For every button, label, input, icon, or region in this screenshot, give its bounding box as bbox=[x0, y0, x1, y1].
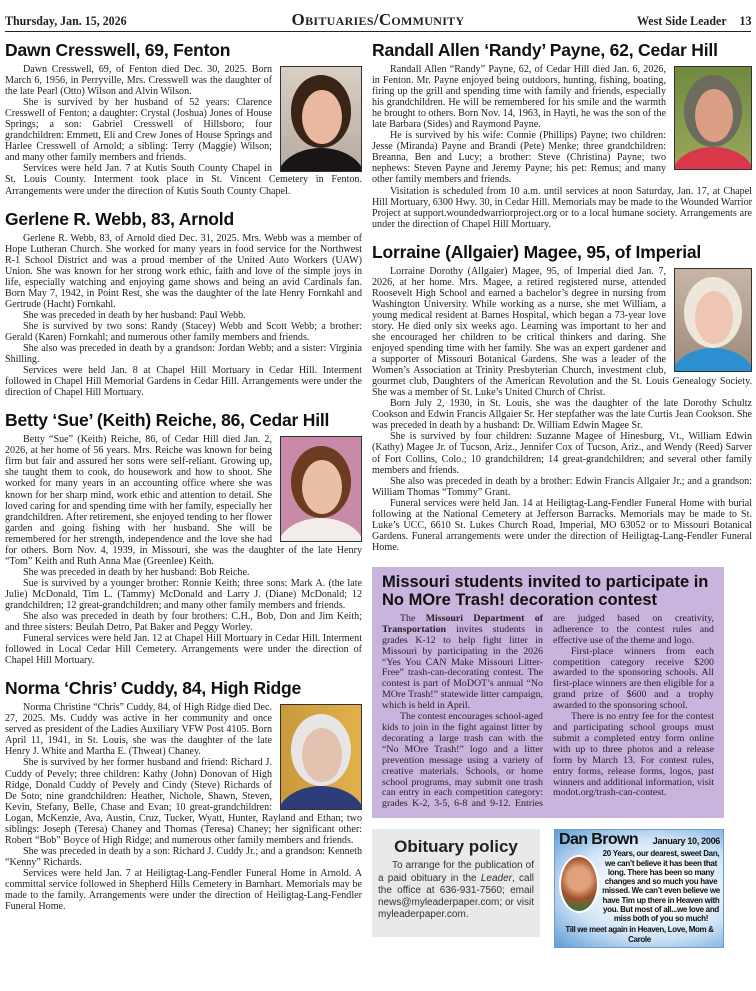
face-shape bbox=[695, 291, 733, 344]
memorial-body bbox=[559, 849, 720, 923]
obituary-paragraph: She is survived by two sons: Randy (Stacey) Webb and Scott Webb; a brother: Gerald (Karen) Fornkahl; and numerous other family members and friends. bbox=[5, 320, 362, 343]
shoulders-shape bbox=[280, 518, 362, 542]
contest-article bbox=[372, 567, 724, 818]
obituary-gerlene-webb bbox=[5, 209, 362, 399]
obituary-headline: Norma ‘Chris’ Cuddy, 84, High Ridge bbox=[5, 678, 302, 699]
obituary-paragraph: She is survived by her husband of 52 years: Clarence Cresswell of Fenton; a daughter: Crystal (Joshua) Jones of House Springs; a son: Gabriel Cresswell of Hillsboro; four grandchildren: Emmett, Eli and Crew Jones of House Springs and Harlee Cresswell of Arnold; a sibling: Terry (Maggie) Wilson; and many other family members and friends. bbox=[5, 97, 272, 164]
obituary-photo bbox=[674, 268, 752, 372]
face-shape bbox=[302, 90, 342, 144]
lead-text: invites students in grades K-12 to help fight litter in Missouri by participating in the 2026 “Yes You CAN Make Missouri Litter-Free” trash-can-decorating contest. The contest is part of MoDOT’s annual “No MOre Trash!” statewide litter campaign, which is held in April. bbox=[382, 623, 543, 712]
obituary-paragraph: She is survived by four children: Suzanne Magee of Hinesburg, Vt., William Edwin (Kathy) Magee Jr. of Tucson, Ariz., Jennifer Cox of Tucson, Ariz., and Wendy (Reed) Sarver of Fort Collins, Colo.; 10 grandchildren; 14 great-grandchildren; and several other family members and friends. bbox=[372, 431, 752, 476]
obituary-norma-cuddy bbox=[5, 678, 362, 912]
obituary-randy-payne bbox=[372, 40, 752, 230]
right-column bbox=[372, 40, 752, 948]
obituary-paragraph: Betty “Sue” (Keith) Reiche, 86, of Cedar Hill died Jan. 2, 2026, at her home of 56 years. Mrs. Reiche was known for being firm but fair and assured her sons were self-reliant. Growing up, she taught them to cook, do housework and how to shoot. She worked for many years in an accounting office where she was known for her sharp mind, work ethic and attention to detail. She loved caring for and spending time with her family, especially her grandchildren. After retirement, she enjoyed tending to her flower garden and going fishing with her husband. She will be remembered for her strength, independence and the love she had for others. Born Nov. 4, 1939, in Missouri, she was the daughter of the late Henry “Tom” Keith and Ruth Anna Mae (Greenlee) Keith. bbox=[5, 434, 362, 567]
memorial-message: 20 Years, our dearest, sweet Dan, we can’t believe it has been that long. There has been so many changes and so much you have missed. We can’t even believe we have Tim up there in Heaven with you. But most of all...we love and miss both of you so much! bbox=[602, 849, 720, 924]
face-shape bbox=[695, 89, 733, 142]
shoulders-shape bbox=[280, 148, 362, 172]
contest-paragraph: There is no entry fee for the contest and participating school groups must submit a completed entry form online with up to three photos and a release form by March 13. For contest rules, entry forms, release forms, logos, past winners and additional information, visit modot.org/trash-can-contest. bbox=[553, 711, 714, 799]
contest-paragraph bbox=[382, 614, 543, 712]
leader-name: Leader bbox=[480, 872, 512, 884]
obituary-policy-box bbox=[372, 829, 540, 937]
obituary-paragraph: She is survived by her former husband and friend: Richard J. Cuddy of Pevely; three children: Kathy (John) Donovan of High Ridge, Donald Cuddy of Pevely and Cindy (Steve) Richards of De Soto; nine grandchildren: Heather, Nichole, Shawn, Steven, Kevin, Stefany, Belle, Chase and Evan; 10 great-grandchildren: Logan, McKenzie, Ava, Austin, Cruz, Tucker, Wyatt, Hunter, Rayland and Ethan; two siblings: Joseph (Teresa) Chaney and Thomas (Teresa) Chaney; her significant other: Robert “Bob” Boyce of High Ridge; and numerous other family members and friends. bbox=[5, 757, 362, 846]
memorial-signature: Till we meet again in Heaven, Love, Mom & Carole bbox=[565, 924, 714, 944]
obituary-paragraph: She was preceded in death by a son: Richard J. Cuddy Jr.; and a grandson: Kenneth “Kenny” Richards. bbox=[5, 845, 362, 868]
obituary-paragraph: Born July 2, 1930, in St. Louis, she was the daughter of the late Dorothy Schultz Cookson and Edwin Francis Allgaier Sr. Her stepfather was the late Curtis Jean Cookson. She was preceded in death by a husband: Dr. William Edwin Magee Sr. bbox=[372, 398, 752, 432]
obituary-lorraine-magee bbox=[372, 242, 752, 553]
obituary-betty-reiche bbox=[5, 410, 362, 666]
modot-name: Missouri Department of Transportation bbox=[382, 612, 543, 635]
obituary-headline: Gerlene R. Webb, 83, Arnold bbox=[5, 208, 234, 229]
obituary-paragraph: Services were held Jan. 7 at Heiligtag-Lang-Fendler Funeral Home in Arnold. A committal service followed in Shepherd Hills Cemetery in Barnhart. Memorials may be made to the family. Arrangements were under the direction of Heiligtag-Lang-Fendler Funeral Home. bbox=[5, 867, 362, 913]
memorial-photo bbox=[559, 855, 599, 913]
left-column bbox=[5, 40, 362, 924]
obituary-headline: Randall Allen ‘Randy’ Payne, 62, Cedar Hill bbox=[372, 40, 718, 60]
contest-paragraph: The contest encourages school-aged kids to join in the fight against litter by decorating a large trash can with the “No MOre Trash!” logo and a litter prevention message using a variety of creative materials. Schools, or home school programs, may submit one trash can entry in each competition category: grades K-2, 3-5, 6-8 and 9-12. Entries are judged based on creativity, adherence to the contest rules and effective use of the theme and logo. bbox=[382, 612, 714, 810]
obituary-paragraph: Funeral services were held Jan. 14 at Heiligtag-Lang-Fendler Funeral Home with burial following at the National Cemetery at Jefferson Barracks. Memorials may be made to St. Luke’s UCC, 6610 St. Lukes Church Road, Imperial, MO 63052 or to Missouri Botanical Gardens. Funeral arrangements were under the direction of Heiligtag-Lang-Fendler Funeral Home. bbox=[372, 497, 752, 553]
page-number: 13 bbox=[739, 13, 751, 28]
memorial-name: Dan Brown bbox=[559, 831, 639, 849]
memorial-ad bbox=[554, 829, 724, 947]
obituary-paragraph: Lorraine Dorothy (Allgaier) Magee, 95, of Imperial died Jan. 7, 2026, at her home. Mrs. Magee, a retired registered nurse, attended Roosevelt High School and earned a bachelor’s degree in nursing from Washington University. While working as a nurse, she met William, a young medical resident at Barnes Hospital, which began a 73-year love story. He died only six weeks ago. Learning was important to her and she encouraged her children to be critical thinkers and daring. She enjoyed spending time with her family. She was an expert gardener and a supporter of Missouri Botanical Gardens. She was a leader of the Women’s Association at Trinity Presbyterian Church, investment club, gourmet club, Daughters of the American Revolution and the St. Louis Genealogy Society. She was a member of St. Luke’s United Church of Christ. bbox=[372, 265, 752, 399]
obituary-paragraph: She also was preceded in death by a brother: Edwin Francis Allgaier Jr.; and a grandson: William Thomas “Tommy” Grant. bbox=[372, 475, 752, 498]
obituary-paragraph: She also was preceded in death by four brothers: C.H., Bob, Don and Jim Keith; and three sisters: Beulah Detro, Pat Baker and Peggy Worley. bbox=[5, 611, 362, 634]
obituary-paragraph: Services were held Jan. 8 at Chapel Hill Mortuary in Cedar Hill. Interment followed in Chapel Hill Memorial Gardens in Cedar Hill. Arrangements were under the direction of Chapel Hill Mortuary. bbox=[5, 365, 362, 399]
obituary-paragraph: Services were held Jan. 7 at Kutis South County Chapel in St. Louis County. Interment took place in St. Vincent Cemetery in Fenton. Arrangements were under the direction of Kutis South County Chapel. bbox=[5, 163, 362, 197]
memorial-header bbox=[559, 831, 720, 849]
shoulders-shape bbox=[674, 147, 752, 170]
issue-date: Thursday, Jan. 15, 2026 bbox=[5, 13, 127, 28]
obituary-headline: Dawn Cresswell, 69, Fenton bbox=[5, 40, 231, 60]
face-shape bbox=[302, 460, 342, 514]
paper-title: West Side Leader bbox=[636, 13, 727, 28]
obituary-paragraph: Gerlene R. Webb, 83, of Arnold died Dec. 31, 2025. Mrs. Webb was a member of Hope Lutheran Church. She worked for many years in food service for the Northwest R-1 School District and was a proud member of the United Auto Workers (UAW) Union. She was known for her strong work ethic, faith and love of the simple joys in life, especially watching and enjoying game shows and being an avid Cardinals fan. Born May 7, 1942, in Point Rest, she was the daughter of the late Henry Fornkahl and Gertrude (Hacht) Fornkahl. bbox=[5, 232, 362, 310]
memorial-date: January 10, 2006 bbox=[652, 836, 720, 847]
obituary-paragraph: She was preceded in death by her husband: Paul Webb. bbox=[23, 309, 246, 321]
paper-name bbox=[636, 13, 751, 29]
shoulders-shape bbox=[280, 786, 362, 810]
bottom-row bbox=[372, 829, 752, 947]
obituary-paragraph: Visitation is scheduled from 10 a.m. until services at noon Saturday, Jan. 17, at Chapel Hill Mortuary, 6300 Hwy. 30, in Cedar Hill. Memorials may be made to the Wounded Warrior Project at support.woundedwarriorproject.org or to a local humane society. Arrangements are under the direction of Chapel Hill Mortuary. bbox=[372, 185, 752, 230]
contest-paragraph: First-place winners from each competition category receive $200 awarded to the sponsoring schools. All first-place winners are then eligible for a grand prize of $600 and a trophy awarded to the sponsoring school. bbox=[553, 645, 714, 712]
contest-body bbox=[382, 614, 714, 810]
obituary-paragraph: She also was preceded in death by a grandson: Jordan Webb; and a sister: Virginia Shilling. bbox=[5, 343, 362, 366]
obituary-paragraph: He is survived by his wife: Connie (Phillips) Payne; two children: Jesse (Miranda) Payne and Brandi (Pete) Menke; three grandchildren: Breanna, Ben and Lucy; a brother: Steve (Christina) Payne; two nephews: Steven Payne and Jeremy Payne; his pet: Remus; and many other family members and friends. bbox=[372, 130, 666, 186]
obituary-headline: Betty ‘Sue’ (Keith) Reiche, 86, Cedar Hill bbox=[5, 410, 330, 431]
page-header bbox=[5, 8, 751, 32]
obituary-headline: Lorraine (Allgaier) Magee, 95, of Imperial bbox=[372, 241, 702, 262]
shoulders-shape bbox=[674, 348, 752, 371]
obituary-paragraph: She was preceded in death by her husband: Bob Reiche. bbox=[23, 566, 250, 578]
obituary-photo bbox=[280, 704, 362, 810]
obituary-paragraph: Randall Allen “Randy” Payne, 62, of Cedar Hill died Jan. 6, 2026, in Fenton. Mr. Payne enjoyed being outdoors, hunting, fishing, boating, firing up the grill and spending time with family and friends, especially his grandchildren. He will be remembered for his smile and the warmth he brought to others. Born Nov. 14, 1963, in Hayti, he was the son of the late Barbara (Sides) and Raymond Payne. bbox=[372, 64, 666, 131]
policy-text bbox=[378, 860, 534, 921]
obituary-dawn-cresswell bbox=[5, 40, 362, 197]
obituary-photo bbox=[280, 436, 362, 542]
policy-text-part: , call the office at 636-931-7560; email news@myleaderpaper.com; or visit myleaderpaper.com. bbox=[378, 872, 535, 921]
contest-headline: Missouri students invited to participate in No MOre Trash! decoration contest bbox=[382, 572, 709, 609]
obituary-paragraph: Sue is survived by a younger brother: Ronnie Keith; three sons: Mark A. (the late Julie) McDonald, Tim L. (Tammy) McDonald and Larry J. (Diane) McDonald; 12 grandchildren; 12 great-grandchildren; and many other family members and friends. bbox=[5, 577, 362, 611]
obituary-paragraph: Funeral services were held Jan. 12 at Chapel Hill Mortuary in Cedar Hill. Interment followed in Local Cedar Hill Cemetery. Arrangements were under the direction of Chapel Hill Mortuary. bbox=[5, 633, 362, 667]
page-columns bbox=[0, 32, 756, 954]
obituary-paragraph: Dawn Cresswell, 69, of Fenton died Dec. 30, 2025. Born March 6, 1956, in Perryville, Mrs. Cresswell was the daughter of the late Pearl (Otto) Wilson and Alvin Wilson. bbox=[5, 64, 272, 98]
lead-text: The bbox=[400, 612, 426, 624]
policy-text-part: To arrange for the publication of a paid obituary in the bbox=[378, 860, 534, 884]
obituary-paragraph: Norma Christine “Chris” Cuddy, 84, of High Ridge died Dec. 27, 2025. Ms. Cuddy was active in her community and once served as president of the Ladies Auxiliary VFW Post 4105. Born April 11, 1941, in St. Louis, she was the daughter of the late Henry J. White and Martha E. (Thweat) Chaney. bbox=[5, 702, 272, 758]
policy-title: Obituary policy bbox=[394, 837, 518, 857]
face-shape bbox=[302, 728, 342, 782]
section-title: Obituaries/Community bbox=[291, 10, 465, 29]
obituary-photo bbox=[674, 66, 752, 170]
obituary-photo bbox=[280, 66, 362, 172]
